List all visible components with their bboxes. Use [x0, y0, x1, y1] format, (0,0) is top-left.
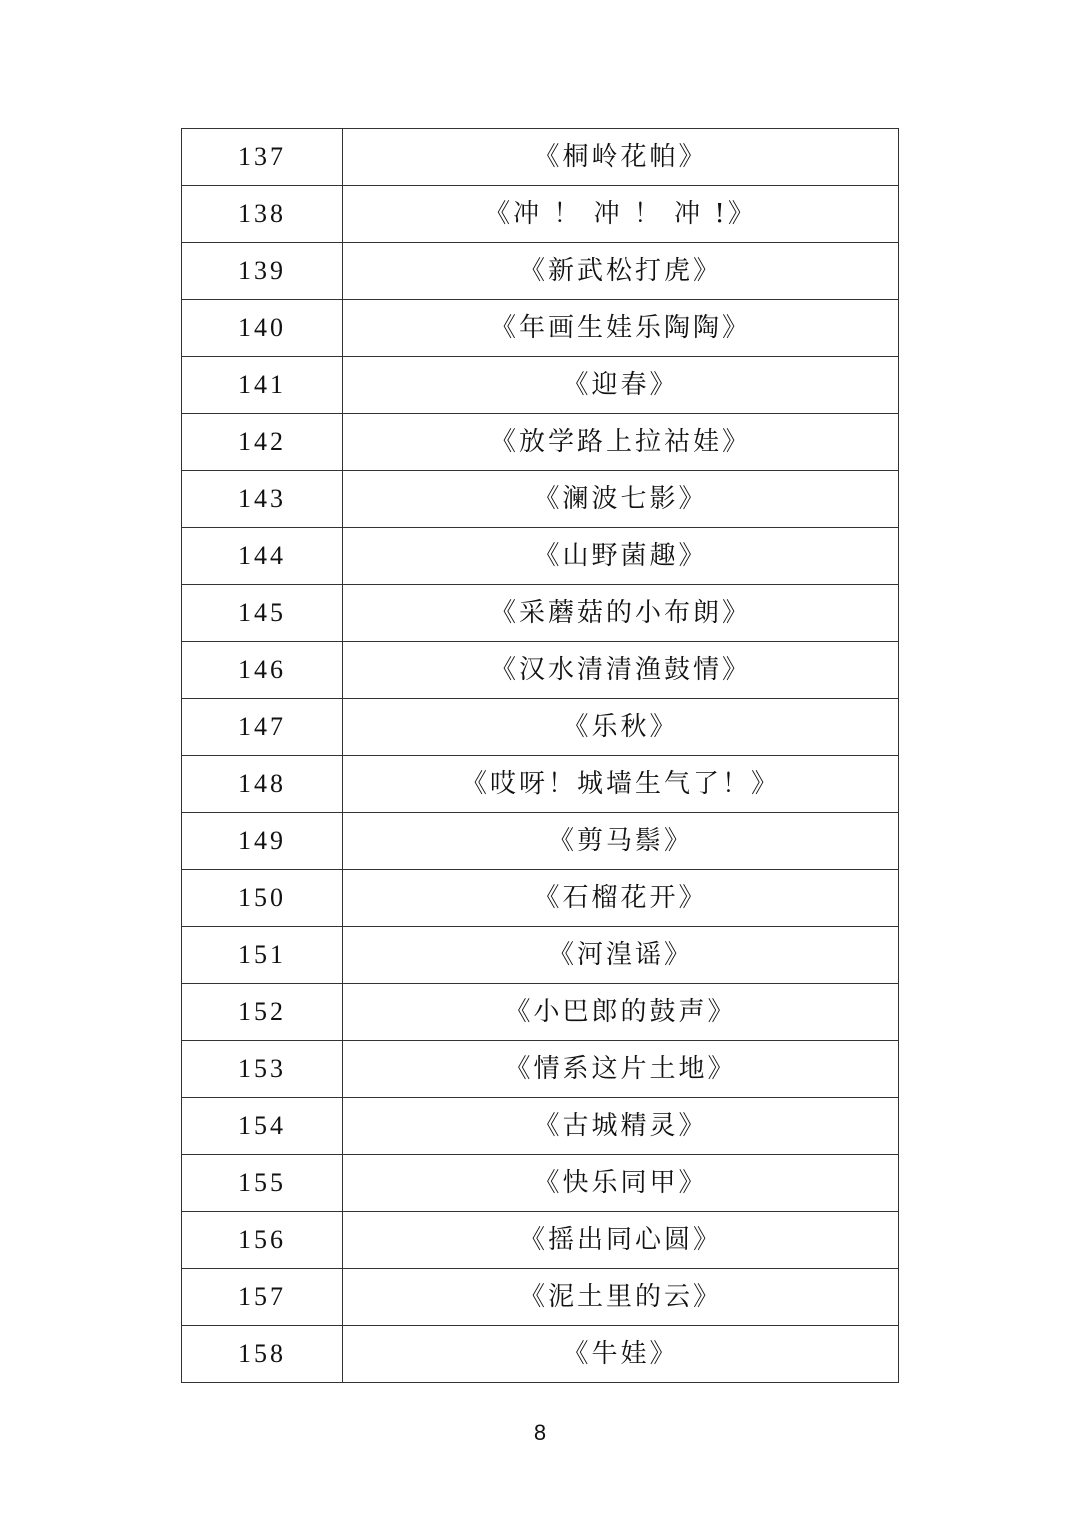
program-title-cell: 《冲 ！ 冲 ！ 冲 !》 [343, 186, 899, 243]
row-number-cell: 152 [182, 984, 343, 1041]
program-title-cell: 《快乐同甲》 [343, 1155, 899, 1212]
row-number-cell: 144 [182, 528, 343, 585]
table-body [182, 129, 899, 1383]
page-number: 8 [533, 1420, 547, 1445]
table-row [182, 1041, 899, 1098]
table-row [182, 129, 899, 186]
program-title-cell: 《采蘑菇的小布朗》 [343, 585, 899, 642]
row-number-cell: 158 [182, 1326, 343, 1383]
row-number-cell: 157 [182, 1269, 343, 1326]
table-row [182, 243, 899, 300]
program-title-cell: 《情系这片土地》 [343, 1041, 899, 1098]
table-row [182, 357, 899, 414]
program-title-cell: 《石榴花开》 [343, 870, 899, 927]
row-number-cell: 156 [182, 1212, 343, 1269]
table-row [182, 300, 899, 357]
table-row [182, 1155, 899, 1212]
row-number-cell: 146 [182, 642, 343, 699]
row-number-cell: 151 [182, 927, 343, 984]
table-row [182, 1326, 899, 1383]
table-row [182, 471, 899, 528]
program-title-cell: 《乐秋》 [343, 699, 899, 756]
table-row [182, 1269, 899, 1326]
row-number-cell: 153 [182, 1041, 343, 1098]
program-title-cell: 《河湟谣》 [343, 927, 899, 984]
row-number-cell: 141 [182, 357, 343, 414]
row-number-cell: 154 [182, 1098, 343, 1155]
program-title-cell: 《小巴郎的鼓声》 [343, 984, 899, 1041]
program-title-cell: 《哎呀！城墙生气了！》 [343, 756, 899, 813]
row-number-cell: 155 [182, 1155, 343, 1212]
program-title-cell: 《迎春》 [343, 357, 899, 414]
program-title-cell: 《摇出同心圆》 [343, 1212, 899, 1269]
row-number-cell: 142 [182, 414, 343, 471]
program-title-cell: 《山野菌趣》 [343, 528, 899, 585]
program-title-cell: 《澜波七影》 [343, 471, 899, 528]
table-row [182, 1098, 899, 1155]
table-row [182, 414, 899, 471]
table-row [182, 699, 899, 756]
program-title-cell: 《桐岭花帕》 [343, 129, 899, 186]
row-number-cell: 145 [182, 585, 343, 642]
table-row [182, 528, 899, 585]
row-number-cell: 147 [182, 699, 343, 756]
program-title-cell: 《泥土里的云》 [343, 1269, 899, 1326]
row-number-cell: 143 [182, 471, 343, 528]
table-row [182, 870, 899, 927]
row-number-cell: 140 [182, 300, 343, 357]
program-title-cell: 《新武松打虎》 [343, 243, 899, 300]
table-row [182, 984, 899, 1041]
row-number-cell: 138 [182, 186, 343, 243]
table-row [182, 585, 899, 642]
program-title-cell: 《放学路上拉祜娃》 [343, 414, 899, 471]
program-title-cell: 《汉水清清渔鼓情》 [343, 642, 899, 699]
program-title-cell: 《牛娃》 [343, 1326, 899, 1383]
table-row [182, 642, 899, 699]
table-row [182, 756, 899, 813]
row-number-cell: 149 [182, 813, 343, 870]
table-row [182, 813, 899, 870]
program-title-cell: 《古城精灵》 [343, 1098, 899, 1155]
table-row [182, 927, 899, 984]
table-row [182, 1212, 899, 1269]
program-title-cell: 《年画生娃乐陶陶》 [343, 300, 899, 357]
table-row [182, 186, 899, 243]
program-title-cell: 《剪马鬃》 [343, 813, 899, 870]
program-list-table [181, 128, 899, 1383]
row-number-cell: 137 [182, 129, 343, 186]
row-number-cell: 139 [182, 243, 343, 300]
row-number-cell: 150 [182, 870, 343, 927]
row-number-cell: 148 [182, 756, 343, 813]
